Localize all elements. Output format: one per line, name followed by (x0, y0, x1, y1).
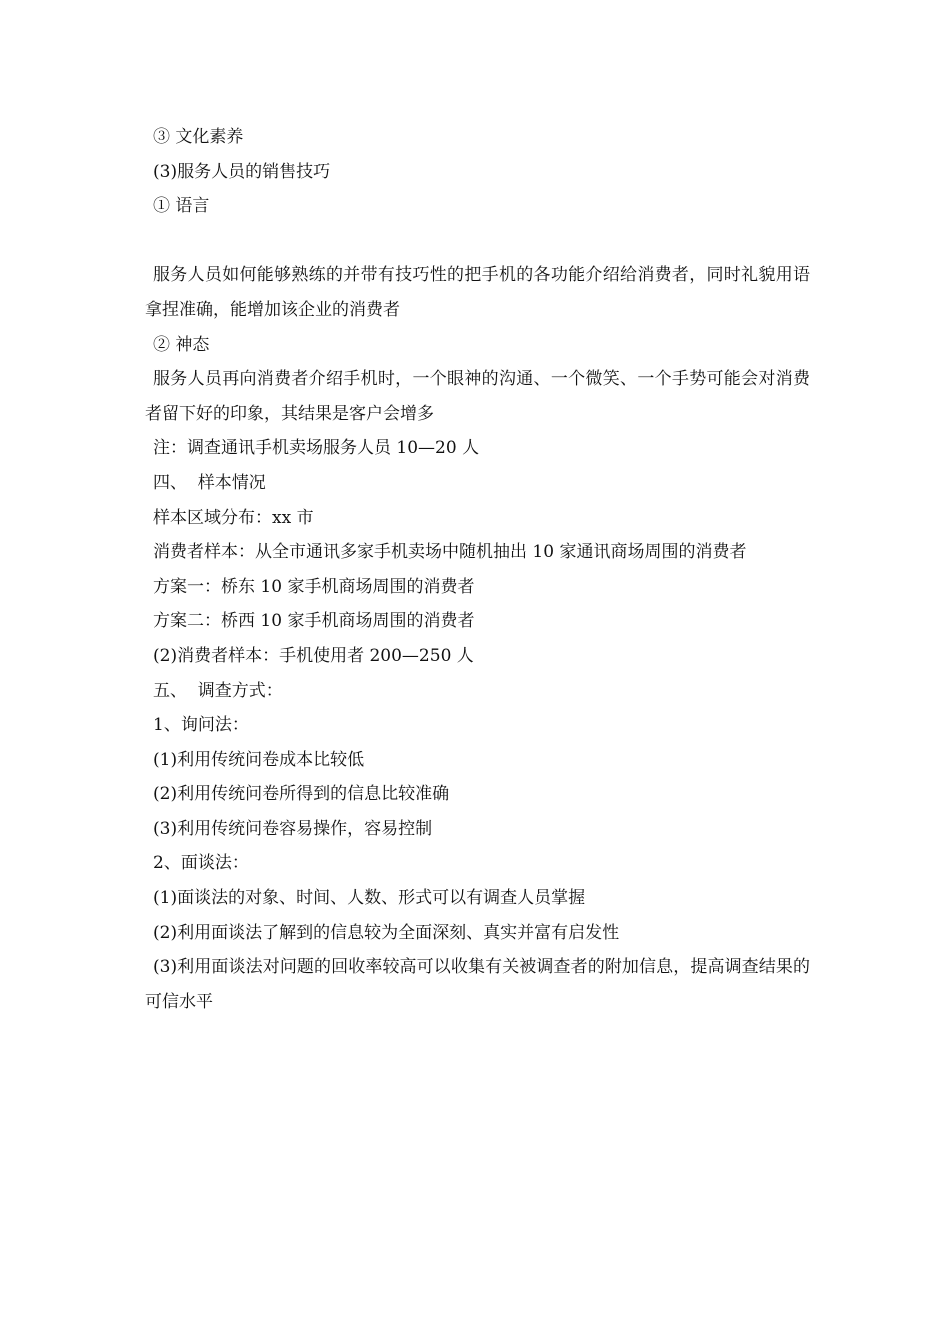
text-line: (3)服务人员的销售技巧 (153, 161, 331, 182)
blank-line (145, 224, 810, 259)
section-heading: 四、 样本情况 (153, 472, 266, 493)
text-line: 注：调查通讯手机卖场服务人员 10—20 人 (153, 438, 480, 459)
text-line: (1)利用传统问卷成本比较低 (153, 749, 365, 770)
paragraph-text: 服务人员如何能够熟练的并带有技巧性的把手机的各功能介绍给消费者，同时礼貌用语拿捏准确，能增加该企业的消费者 (145, 265, 810, 320)
text-line: 方案一：桥东 10 家手机商场周围的消费者 (153, 576, 475, 597)
paragraph (145, 535, 810, 570)
text-line: 1、询问法： (153, 715, 249, 736)
paragraph-text: (3)利用面谈法对问题的回收率较高可以收集有关被调查者的附加信息，提高调查结果的可信水平 (145, 957, 810, 1012)
paragraph (145, 258, 810, 327)
document-body (145, 120, 810, 1019)
text-line: (1)面谈法的对象、时间、人数、形式可以有调查人员掌握 (153, 888, 586, 909)
paragraph (145, 950, 810, 1019)
paragraph (145, 362, 810, 431)
text-line: ① 语言 (153, 196, 210, 217)
text-line: ② 神态 (153, 334, 210, 355)
section-heading: 五、 调查方式： (153, 680, 283, 701)
text-line: 2、面谈法： (153, 853, 249, 874)
text-line: (2)利用面谈法了解到的信息较为全面深刻、真实并富有启发性 (153, 922, 620, 943)
text-line: (2)消费者样本：手机使用者 200—250 人 (153, 645, 474, 666)
text-line: (2)利用传统问卷所得到的信息比较准确 (153, 784, 450, 805)
text-line: 方案二：桥西 10 家手机商场周围的消费者 (153, 611, 475, 632)
paragraph-text: 消费者样本：从全市通讯多家手机卖场中随机抽出 10 家通讯商场周围的消费者 (153, 542, 747, 563)
paragraph-text: 服务人员再向消费者介绍手机时，一个眼神的沟通、一个微笑、一个手势可能会对消费者留下好的印象，其结果是客户会增多 (145, 369, 810, 424)
text-line: 样本区域分布：xx 市 (153, 507, 314, 528)
text-line: (3)利用传统问卷容易操作，容易控制 (153, 818, 433, 839)
text-line: ③ 文化素养 (153, 127, 244, 147)
